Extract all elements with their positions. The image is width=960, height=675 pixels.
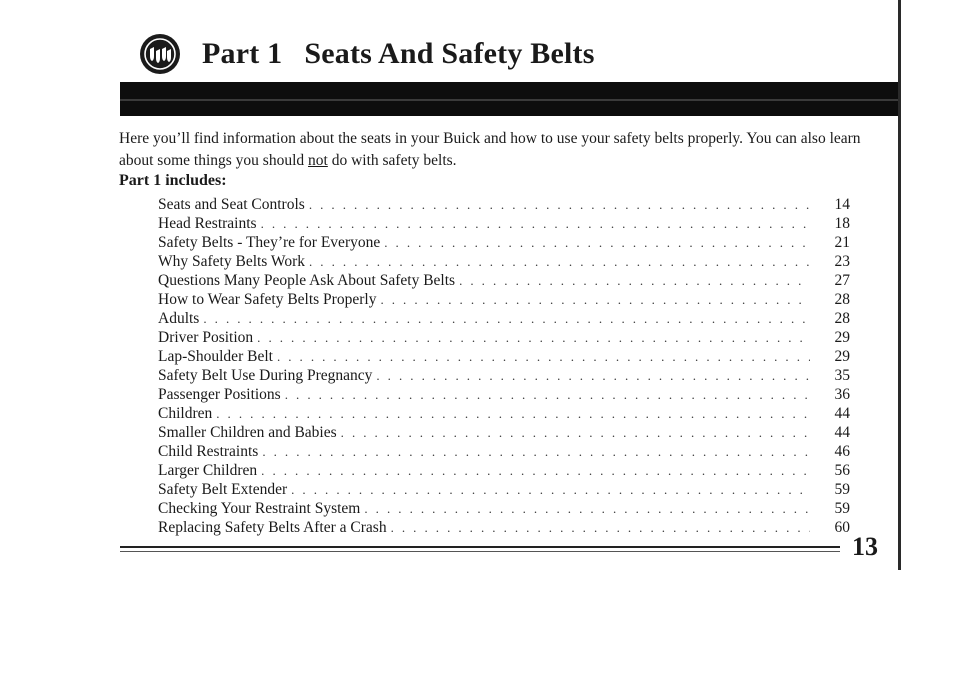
tri-shield-graphic	[143, 37, 177, 71]
toc-entry[interactable]	[158, 386, 858, 405]
toc-dot-leader	[364, 501, 810, 517]
intro-text-after: do with safety belts.	[327, 152, 457, 169]
toc-dot-leader	[261, 463, 810, 479]
toc-entry-title: Smaller Children and Babies	[158, 424, 337, 441]
toc-entry[interactable]	[158, 481, 858, 500]
toc-dot-leader	[261, 216, 810, 232]
toc-dot-leader	[459, 273, 810, 289]
page-edge-bar	[898, 0, 901, 570]
toc-entry[interactable]	[158, 519, 858, 538]
toc-entry[interactable]	[158, 329, 858, 348]
toc-dot-leader	[391, 520, 810, 536]
section-title: Seats And Safety Belts	[304, 37, 595, 70]
toc-entry-title: Adults	[158, 310, 200, 327]
page-number: 13	[852, 532, 878, 561]
toc-dot-leader	[384, 235, 810, 251]
toc-entry[interactable]	[158, 500, 858, 519]
toc-dot-leader	[203, 311, 810, 327]
toc-entry[interactable]	[158, 405, 858, 424]
toc-dot-leader	[262, 444, 810, 460]
toc-entry[interactable]	[158, 367, 858, 386]
page-title	[202, 37, 595, 71]
toc-entry-title: Driver Position	[158, 329, 254, 346]
toc-dot-leader	[309, 197, 810, 213]
toc-entry-page: 56	[834, 462, 850, 479]
toc-entry-page: 29	[834, 348, 850, 365]
toc-entry[interactable]	[158, 348, 858, 367]
toc-dot-leader	[285, 387, 810, 403]
toc-entry-page: 29	[834, 329, 850, 346]
header-band-shade	[120, 99, 898, 101]
toc-entry-page: 21	[834, 234, 850, 251]
toc-entry-page: 44	[834, 424, 850, 441]
toc-entry[interactable]	[158, 462, 858, 481]
toc-entry-title: Children	[158, 405, 213, 422]
toc-entry-page: 28	[834, 291, 850, 308]
toc-entry-title: Lap-Shoulder Belt	[158, 348, 273, 365]
intro-paragraph	[119, 128, 889, 172]
part-label: Part 1	[202, 37, 283, 70]
toc-entry[interactable]	[158, 253, 858, 272]
toc-entry-title: Why Safety Belts Work	[158, 253, 305, 270]
toc-entry-page: 44	[834, 405, 850, 422]
footer-rule	[120, 546, 840, 548]
toc-dot-leader	[380, 292, 810, 308]
toc-entry[interactable]	[158, 291, 858, 310]
toc-dot-leader	[216, 406, 810, 422]
toc-entry-title: Passenger Positions	[158, 386, 281, 403]
toc-entry-page: 28	[834, 310, 850, 327]
toc-entry-title: Child Restraints	[158, 443, 259, 460]
footer-rule-thin	[120, 551, 840, 552]
toc-entry-title: Head Restraints	[158, 215, 257, 232]
toc-entry-title: Seats and Seat Controls	[158, 196, 305, 213]
toc-entry-title: How to Wear Safety Belts Properly	[158, 291, 377, 308]
buick-tri-shield-icon	[140, 34, 180, 74]
toc-entry-title: Safety Belt Use During Pregnancy	[158, 367, 373, 384]
section-header	[140, 30, 595, 78]
toc-entry-page: 59	[834, 500, 850, 517]
toc-entry-title: Replacing Safety Belts After a Crash	[158, 519, 387, 536]
toc-entry-page: 36	[834, 386, 850, 403]
toc-dot-leader	[376, 368, 810, 384]
toc-entry[interactable]	[158, 196, 858, 215]
toc-entry-page: 18	[834, 215, 850, 232]
toc-dot-leader	[277, 349, 810, 365]
toc-entry-page: 14	[834, 196, 850, 213]
toc-entry[interactable]	[158, 443, 858, 462]
toc-entry-page: 35	[834, 367, 850, 384]
toc-entry-page: 23	[834, 253, 850, 270]
toc-dot-leader	[291, 482, 810, 498]
intro-emphasis: not	[308, 152, 328, 169]
toc-dot-leader	[341, 425, 810, 441]
toc-entry-page: 46	[834, 443, 850, 460]
includes-heading: Part 1 includes:	[119, 172, 227, 189]
table-of-contents	[158, 196, 858, 538]
toc-entry-title: Checking Your Restraint System	[158, 500, 361, 517]
toc-entry-page: 60	[834, 519, 850, 536]
toc-entry[interactable]	[158, 272, 858, 291]
toc-entry-title: Larger Children	[158, 462, 258, 479]
toc-entry[interactable]	[158, 424, 858, 443]
toc-entry-title: Safety Belt Extender	[158, 481, 288, 498]
toc-dot-leader	[309, 254, 810, 270]
toc-entry-page: 59	[834, 481, 850, 498]
toc-entry-page: 27	[834, 272, 850, 289]
toc-entry-title: Safety Belts - They’re for Everyone	[158, 234, 381, 251]
toc-entry[interactable]	[158, 215, 858, 234]
toc-entry-title: Questions Many People Ask About Safety Belts	[158, 272, 456, 289]
intro-text-before: Here you’ll find information about the seats in your Buick and how to use your safety belts properly. You can also learn about some things you should	[119, 130, 861, 169]
toc-dot-leader	[257, 330, 810, 346]
toc-entry[interactable]	[158, 310, 858, 329]
toc-entry[interactable]	[158, 234, 858, 253]
